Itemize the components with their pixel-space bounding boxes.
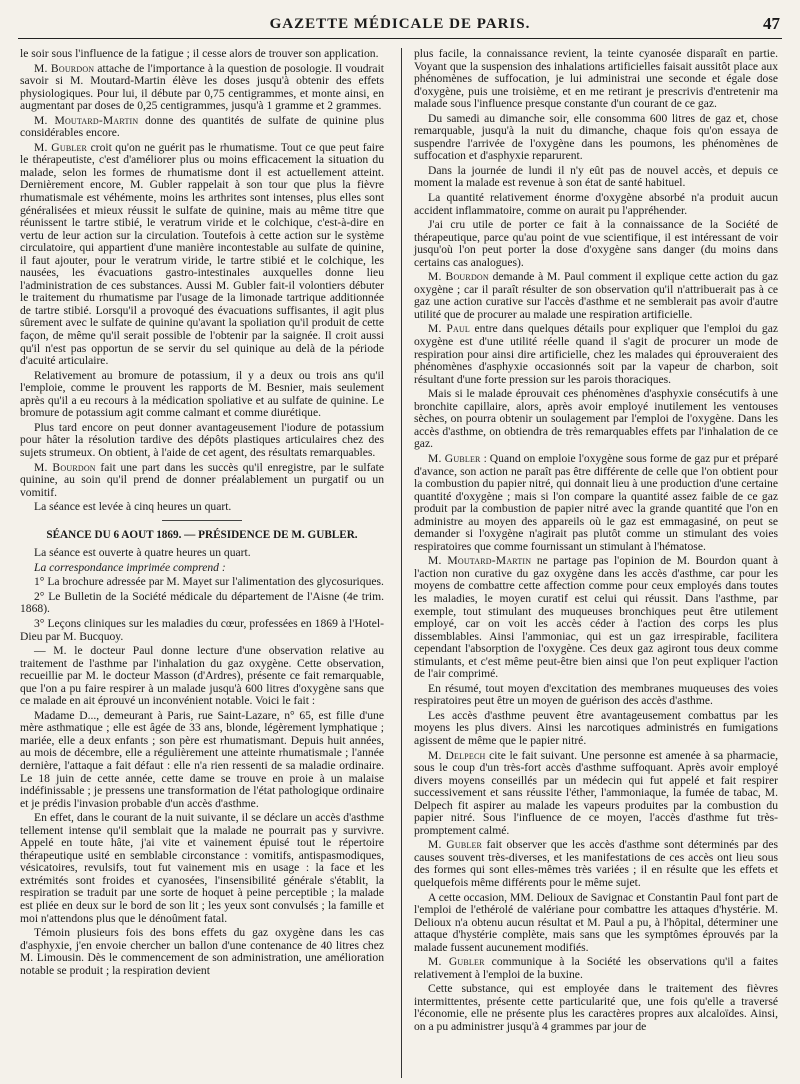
speaker-name: M. Gubler [428, 838, 483, 852]
paragraph [20, 591, 384, 616]
paragraph [20, 142, 384, 368]
paragraph [414, 983, 778, 1033]
speaker-name: M. Bourdon [34, 61, 95, 75]
column-divider [401, 48, 402, 1078]
paragraph-text: le soir sous l'influence de la fatigue ; il cesse alors de trouver son application. [20, 47, 379, 60]
paragraph [414, 555, 778, 680]
paragraph-text: demande à M. Paul comment il explique cette action du gaz oxygène ; car il paraît résulter de son observation qu'il n'attribuerait pas à ce gaz une action curative sur l'accès d'asthme et ne semblerait pas avoir d'autre utilité que de procurer au malade une respiration artificielle. [414, 270, 779, 321]
paragraph-text: La séance est levée à cinq heures un quart. [34, 500, 232, 514]
paragraph [414, 48, 778, 111]
paragraph-text: : Quand on emploie l'oxygène sous forme de gaz pur et préparé d'avance, son action ne paraît pas être différente de celle que l'on obtient pour la combustion du papier nitré, qui donnait lieu à une production d'une certaine quantité d'oxygène ; mais si l'on compare la quantité assez faible de ce gaz produit par la combustion de papier nitré avec la grande quantité que l'on en administre au moyen des appareils où le gaz est emmagasiné, on peut se demander si l'oxygène n'agirait pas plutôt comme un stimulant des voies respiratoires que comme fournissant un stimulant à l'hématose. [414, 451, 778, 553]
paragraph-text: 2° Le Bulletin de la Société médicale du département de l'Aisne (4e trim. 1868). [20, 589, 384, 616]
paragraph [20, 63, 384, 113]
paragraph-text: Dans la journée de lundi il n'y eût pas de nouvel accès, et depuis ce moment la malade est revenue à son état de santé habituel. [414, 163, 778, 190]
page-header [18, 14, 782, 39]
paragraph [20, 501, 384, 514]
paragraph [414, 892, 778, 955]
paragraph-text: En résumé, tout moyen d'excitation des membranes muqueuses des voies respiratoires peut être un moyen de guérison des accès d'asthme. [414, 681, 778, 708]
paragraph-text: A cette occasion, MM. Delioux de Savignac et Constantin Paul font part de l'emploi de l'ethérolé de valériane pour combattre les attaques d'hystérie. M. Delioux n'a obtenu aucun résultat et M. Paul a pu, à l'hôpital, déterminer une attaque d'hystérie complète, mais sans que les symptômes éprouvés par la malade fussent aucunement modifiés. [414, 890, 778, 954]
section-separator [162, 520, 242, 521]
paragraph-text: — M. le docteur Paul donne lecture d'une observation relative au traitement de l'asthme par l'inhalation du gaz oxygène. Cette observation, recueillie par M. le docteur Masson (d'Ardres), présente ce fait remarquable, que l'on a pu faire respirer à un malade jusqu'à 600 litres d'oxygène sans que ce malade en ait éprouvé un inconvénient notable. Voici le fait : [20, 644, 384, 708]
paragraph [20, 618, 384, 643]
speaker-name: M. Bourdon [34, 460, 96, 474]
paragraph-text: Mais si le malade éprouvait ces phénomènes d'asphyxie consécutifs à une bronchite capillaire, alors, après avoir employé inutilement les ventouses sèches, on pourra obtenir un soulagement par l'emploi de l'oxygène. Dans les accès d'asthme, on obtiendra de très remarquables effets par l'inhalation de ce gaz. [414, 387, 778, 451]
paragraph [414, 219, 778, 269]
paragraph [414, 750, 778, 838]
paragraph-text: Les accès d'asthme peuvent être avantageusement combattus par les moyens les plus divers. Ainsi les narcotiques administrés en fumigations agissent de même que le papier nitré. [414, 708, 778, 747]
paragraph [20, 812, 384, 925]
paragraph-text: attache de l'importance à la question de posologie. Il voudrait savoir si M. Moutard-Martin élève les doses jusqu'à obtenir des effets physiologiques. Pour lui, il débute par 0,75 centigrammes, et monte ainsi, en augmentant par doses de 0,25 centigrammes, jusqu'à 1 gramme et 2 grammes. [20, 61, 385, 113]
paragraph [414, 113, 778, 163]
paragraph-text: 3° Leçons cliniques sur les maladies du cœur, professées en 1869 à l'Hotel-Dieu par M. Bucquoy. [20, 616, 384, 643]
paragraph [414, 323, 778, 386]
paragraph-text: En effet, dans le courant de la nuit suivante, il se déclare un accès d'asthme tellement intense qu'il semblait que la malade ne pourrait pas y survivre. Appelé en toute hâte, j'ai vite et vainement épuisé tout le répertoire thérapeutique usité en semblable circonstance : vomitifs, antispasmodiques, vésicatoires, revulsifs, tout fut vainement mis en usage : la face et les extrémités sont froides et cyanosées, l'insensibilité générale s'établit, la respiration se traduit par une sorte de hoquet à peine perceptible ; la malade est pliée en deux sur le bord de son lit ; les yeux sont convulsés ; la famille et moi n'attendons plus que le dénoûment fatal. [20, 811, 384, 925]
paragraph-text: Relativement au bromure de potassium, il y a deux ou trois ans qu'il l'emploie, comme le prouvent les rapports de M. Besnier, mais seulement après qu'il a eu recours à la médication spoliative et au sulfate de quinine. Le bromure de potassium agit comme calmant et comme diurétique. [20, 368, 384, 420]
paragraph [20, 115, 384, 140]
paragraph [414, 165, 778, 190]
paragraph [20, 927, 384, 977]
paragraph-text: Cette substance, qui est employée dans le traitement des fièvres intermittentes, présente cette particularité que, une fois qu'elle a traversé l'économie, elle ne présente plus les caractères propres aux alcaloïdes. Ainsi, on a pu administrer jusqu'à 4 grammes par jour de [414, 982, 778, 1034]
paragraph-text: plus facile, la connaissance revient, la teinte cyanosée disparaît en partie. Voyant que la suspension des inhalations artificielles faisait aussitôt place aux phénomènes de suffocation, je lui administrai une seconde et égale dose d'oxygène, puis une troisième, et en me retirant je prescrivis d'entretenir ma malade sous l'influence presque constante d'un courant de ce gaz. [414, 47, 778, 111]
paragraph [20, 370, 384, 420]
paragraph [414, 956, 778, 981]
paragraph-text: fait une part dans les succès qu'il enregistre, par le sulfate quinine, au soin qu'il prend de donner préalablement un purgatif ou un vomitif. [20, 460, 384, 499]
page-number: 47 [763, 14, 780, 33]
paragraph-text: J'ai cru utile de porter ce fait à la connaissance de la Société de thérapeutique, parce qu'au point de vue scientifique, il est intéressant de voir jusqu'où l'on peut porter la dose d'oxygène sans danger (du moins dans certains cas analogues). [414, 218, 778, 269]
paragraph-text: Témoin plusieurs fois des bons effets du gaz oxygène dans les cas d'asphyxie, j'en envoie chercher un ballon d'une contenance de 40 litres chez M. Limousin. Dès le commencement de son administration, une amélioration notable se produit ; la respiration devient [20, 926, 384, 977]
paragraph [20, 562, 384, 575]
paragraph-text: fait observer que les accès d'asthme sont déterminés par des causes souvent très-diverses, et les manifestations de ces accès ont lieu sous des formes qui sont elles-mêmes très variées ; il en résulte que les effets et quelquefois même différents pour le même sujet. [414, 838, 778, 889]
paragraph [20, 576, 384, 589]
italic-heading: La correspondance imprimée comprend : [34, 560, 226, 574]
paragraph-text: Plus tard encore on peut donner avantageusement l'iodure de potassium pour hâter la résolution tardive des dépôts plastiques articulaires chez des sujets strumeux. On obtient, à l'aide de cet agent, des résultats remarquables. [20, 420, 384, 459]
paragraph-text: Du samedi au dimanche soir, elle consomma 600 litres de gaz et, chose remarquable, jusqu'à la nuit du dimanche, chaque fois qu'on essaya de suspendre l'arrivée de l'oxygène dans les poumons, les phénomènes de suffocation et d'asphyxie reparurent. [414, 111, 778, 163]
speaker-name: M. Delpech [428, 748, 486, 762]
speaker-name: M. Moutard-Martin [34, 113, 139, 127]
paragraph-text: entre dans quelques détails pour expliquer que l'emploi du gaz oxygène est d'une utilité réelle quand il s'agit de procurer un mode de respiration pour ainsi dire artificielle, chez les malades qui éprouveraient des phénomènes d'asphyxie occasionnés soit par la vapeur de charbon, soit résultant d'une forte pression sur les parois thoraciques. [414, 322, 778, 386]
speaker-name: M. Bourdon [428, 270, 489, 284]
paragraph-text: La séance est ouverte à quatre heures un quart. [34, 546, 251, 560]
session-heading: SÉANCE DU 6 AOUT 1869. — PRÉSIDENCE DE M. GUBLER. [46, 528, 358, 541]
paragraph [20, 422, 384, 460]
paragraph [414, 192, 778, 217]
paragraph-text: croit qu'on ne guérit pas le rhumatisme. Tout ce que peut faire le thérapeutiste, c'est d'améliorer plus ou moins efficacement la situation du malade, selon les formes de rhumatisme dont il est actuellement atteint. Dernièrement encore, M. Gubler rappelait à son tour que plus la fièvre rhumatismale est véhémente, moins les arthrites sont intenses, plus elles sont généralisées et mieux réussit le sulfate de quinine, mais au même titre que réunissent le tartre stibié, le veratrum viride et le colchique, c'est-à-dire en vertu de leur action sur la circulation. Toutefois à cette action sur le système circulatoire, qui appartient d'une manière incontestable au sulfate de quinine, il faut ajouter, pour le veratrum viride, le tartre stibié et le colchique, les nausées, les évacuations gastro-intestinales auxquelles donne lieu l'administration de ces substances. Aussi M. Gubler fait-il volontiers débuter le traitement du rhumatisme par l'usage de la limonade tartrique additionnée de tartre stibié. Lorsqu'il a provoqué des évacuations suffisantes, il agit plus sûrement avec le sulfate de quinine qu'avant la spoliation qu'il produit de cette façon, de même qu'il serait possible de l'obtenir par la saignée. Il croit aussi qu'il n'est pas opportun de se servir du sel quinique au delà de la période d'acuité articulaire. [20, 140, 384, 368]
speaker-name: M. Gubler [428, 451, 481, 465]
paragraph [20, 710, 384, 810]
paragraph [20, 547, 384, 560]
paragraph-text: 1° La brochure adressée par M. Mayet sur l'alimentation des glycosuriques. [34, 575, 384, 589]
paragraph-text: communique à la Société les observations qu'il a faites relativement à l'emploi de la buxine. [414, 955, 778, 981]
paragraph [20, 48, 384, 61]
paragraph [414, 683, 778, 708]
speaker-name: M. Gubler [428, 955, 485, 969]
speaker-name: M. Gubler [34, 140, 88, 154]
paragraph [414, 839, 778, 889]
speaker-name: M. Moutard-Martin [428, 554, 532, 568]
paragraph [414, 388, 778, 451]
right-column [414, 48, 778, 1036]
paragraph-text: donne des quantités de sulfate de quinine plus considérables encore. [20, 113, 384, 140]
paragraph [414, 271, 778, 321]
speaker-name: M. Paul [428, 322, 471, 336]
paragraph-text: La quantité relativement énorme d'oxygène absorbé n'a produit aucun accident inflammatoire, comme on aurait pu l'appréhender. [414, 191, 778, 217]
paragraph-text: ne partage pas l'opinion de M. Bourdon quant à l'action non curative du gaz oxygène dans les accès d'asthme, car pour les moyens de combattre cette affection comme pour ceux employés dans toutes les maladies, le moyen curatif est celui qui réussit. Dans l'asthme, par exemple, tout stimulant des muqueuses bronchiques peut être utilement employé, car on voit les accès céder à l'action des corps les plus dissemblables. Ainsi l'ammoniac, qui est un gaz irrespirable, facilitera cependant l'absorption de l'oxygène. Ces deux gaz agiront tous deux comme stimulants, et c'est même peut-être bien ainsi que l'on peut expliquer l'action de l'air comprimé. [414, 554, 778, 681]
paragraph [414, 710, 778, 748]
journal-title: GAZETTE MÉDICALE DE PARIS. [269, 16, 531, 32]
paragraph [414, 453, 778, 553]
paragraph [20, 645, 384, 708]
left-column [20, 48, 384, 979]
paragraph [20, 462, 384, 500]
paragraph-text: Madame D..., demeurant à Paris, rue Saint-Lazare, n° 65, est fille d'une mère asthmatique ; elle est âgée de 33 ans, blonde, légèrement lymphatique ; mariée, elle a deux enfants ; son père est rhumatismant. Depuis huit années, au mois de décembre, elle a régulièrement une atteinte rhumatismale ; l'année dernière, l'attaque a fait défaut : elle n'a rien ressenti de sa maladie ordinaire. Le 18 juin de cette année, cette dame se trouve en proie à un malaise indéfinissable ; je pressens une transformation de l'état pathologique ordinaire et je prédis l'invasion probable d'un accès d'asthme. [20, 708, 384, 810]
paragraph-text: cite le fait suivant. Une personne est amenée à sa pharmacie, sous le coup d'un très-fort accès d'asthme suffoquant. Après avoir employé divers moyens conseillés par un médecin qui fut appelé et fait respirer successivement et sans réussite l'éther, l'ammoniaque, la fumée de tabac, M. Delpech fit aspirer au malade les vapeurs produites par la combustion du papier nitré. Sous l'influence de ce moyen, l'accès d'asthme fut très-promptement calmé. [414, 748, 779, 837]
